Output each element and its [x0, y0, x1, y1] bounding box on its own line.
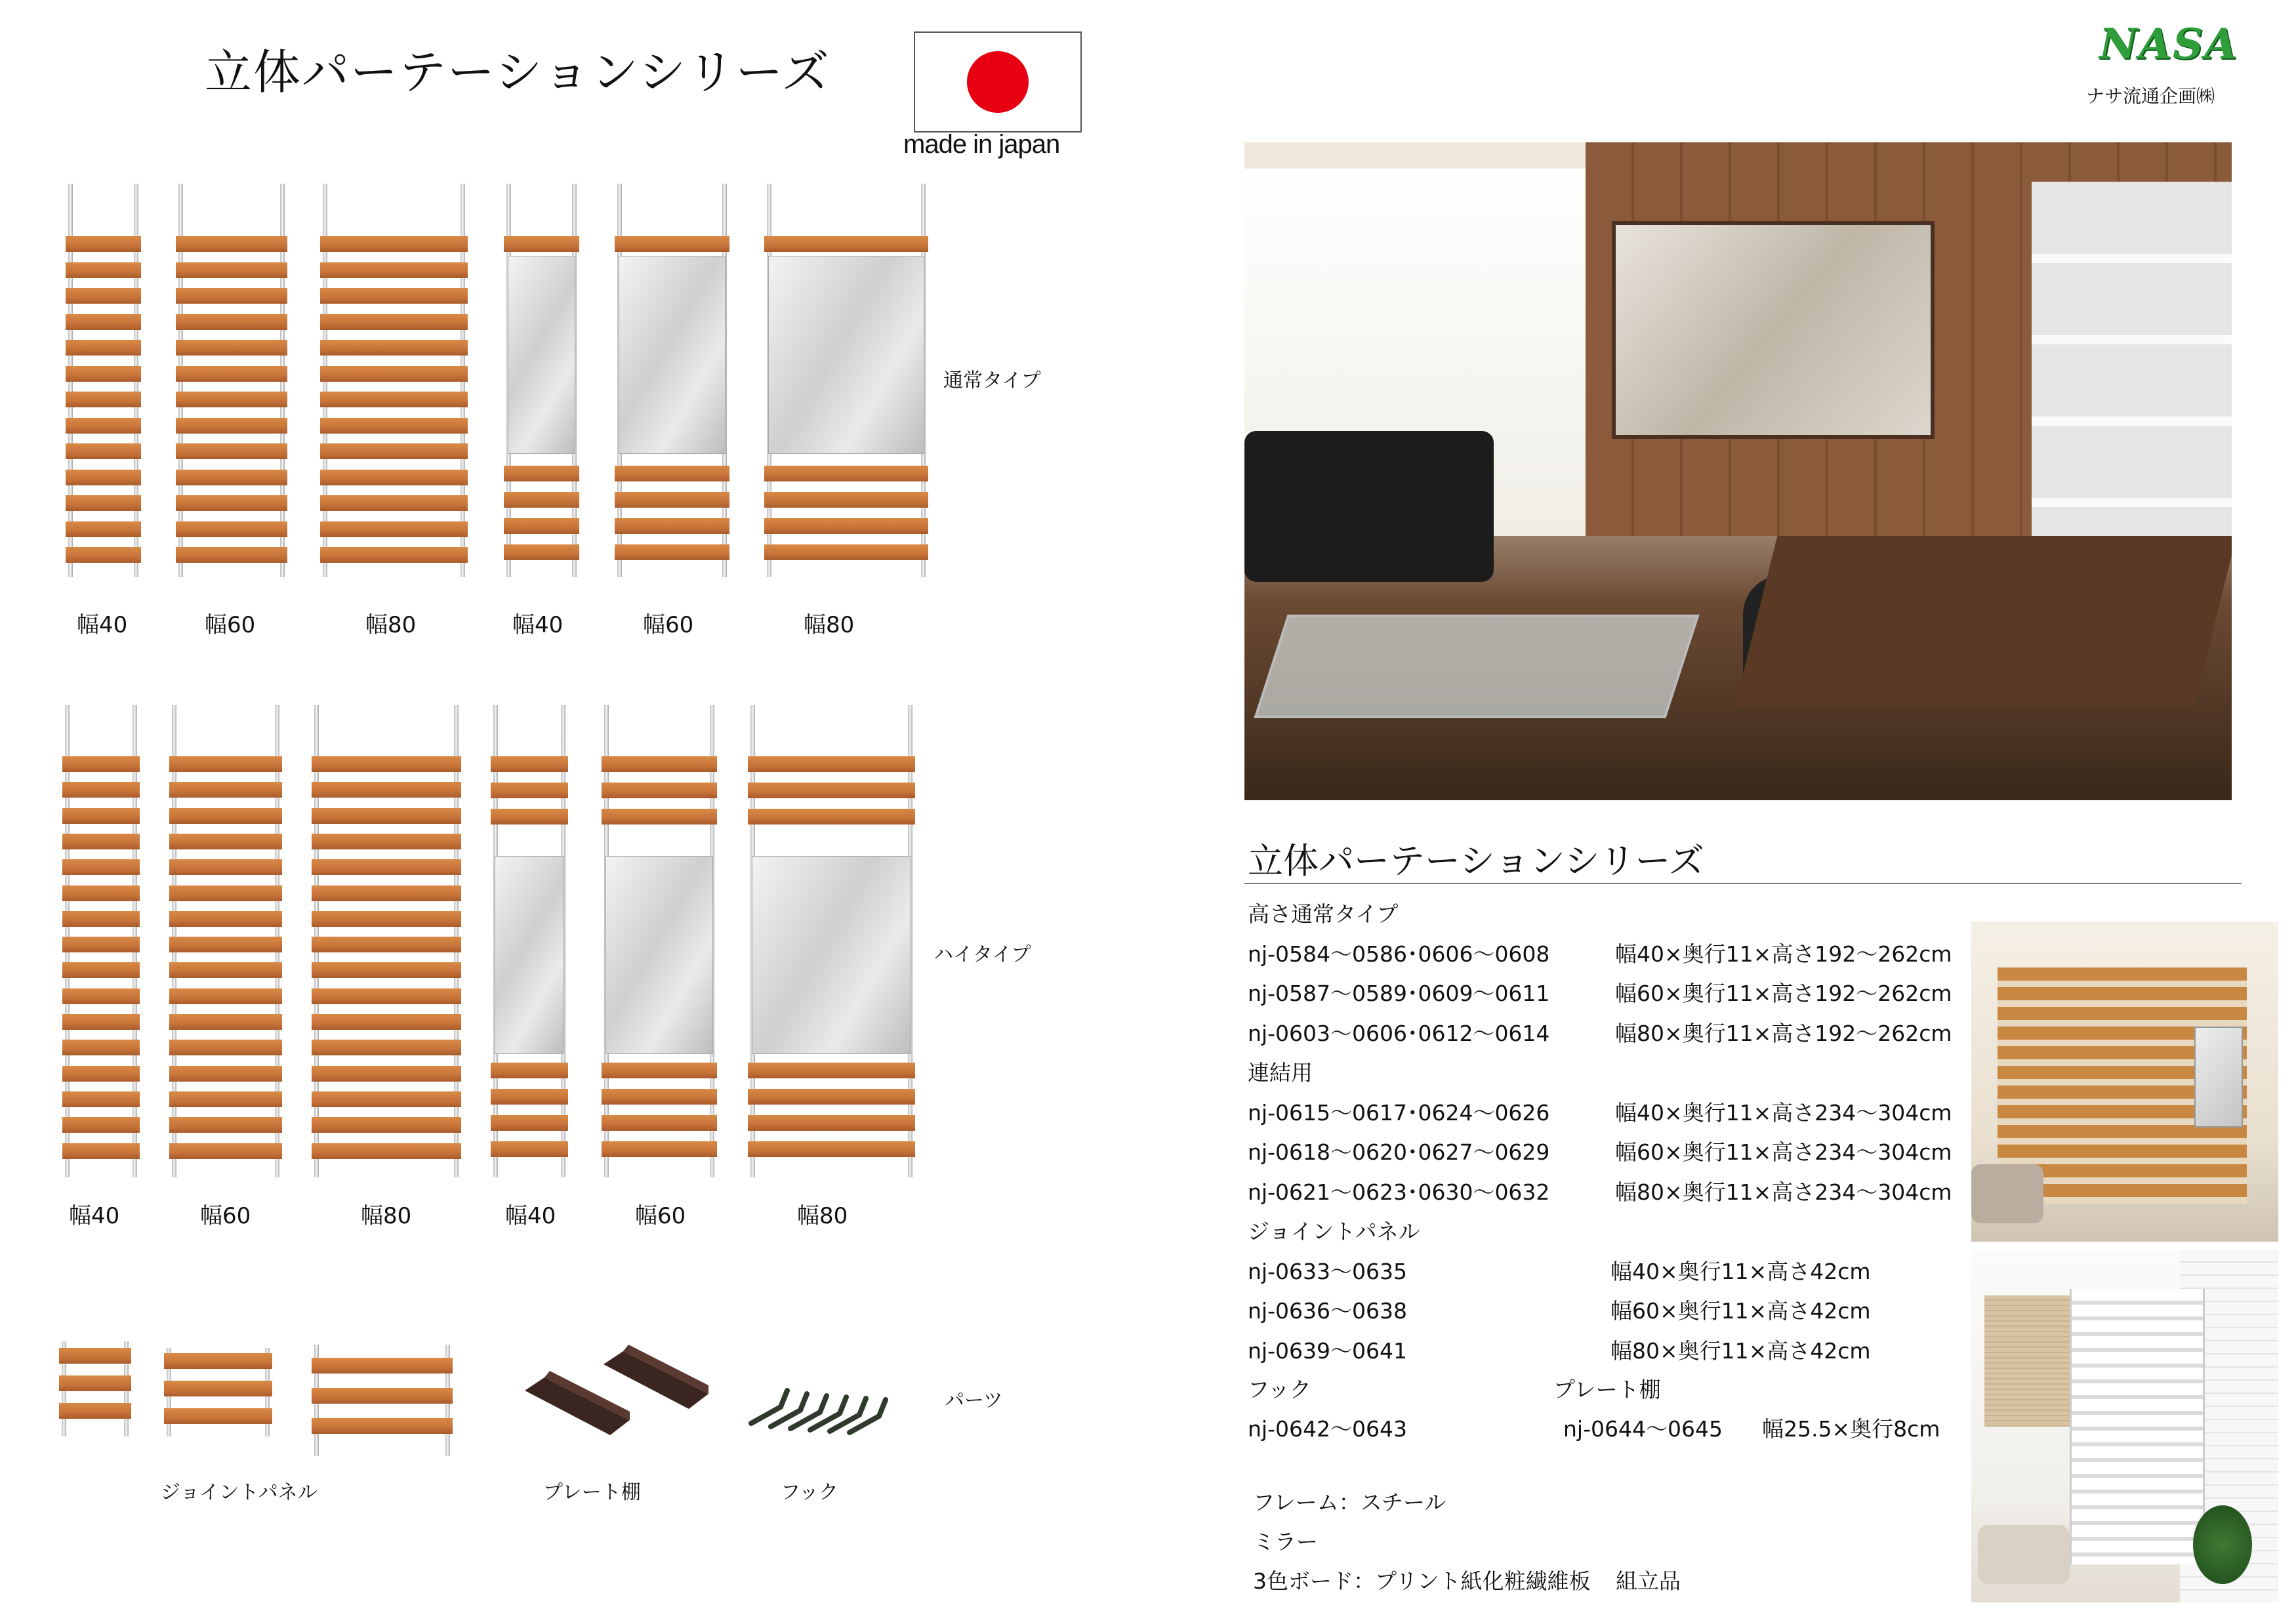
japan-flag: [914, 31, 1082, 132]
slat: [320, 340, 468, 356]
spec-code: nj-0603～0606･0612～0614: [1248, 1020, 1550, 1046]
slat: [491, 1063, 568, 1078]
spec-code: nj-0615～0617･0624～0626: [1248, 1099, 1550, 1126]
spec-code: nj-0636～0638: [1248, 1298, 1407, 1324]
slat: [169, 911, 282, 927]
slat: [66, 547, 141, 563]
slat: [312, 808, 461, 824]
brand-logo: NASA: [2099, 20, 2239, 69]
slat: [320, 418, 468, 434]
slat: [312, 988, 461, 1004]
slat: [169, 1014, 282, 1030]
page-title: 立体パーテーションシリーズ: [205, 45, 830, 100]
slat: [62, 937, 140, 952]
slat: [176, 262, 287, 278]
slat: [176, 366, 287, 382]
slat: [764, 466, 928, 481]
slat: [66, 495, 141, 511]
mirror-panel: [752, 856, 911, 1054]
slat: [748, 1089, 915, 1105]
spec-code: nj-0639～0641: [1248, 1337, 1407, 1364]
spec-code: nj-0633～0635: [1248, 1258, 1407, 1284]
normal-type-label: 通常タイプ: [943, 369, 1041, 392]
slat-partition: [320, 184, 468, 577]
slat: [169, 834, 282, 849]
slat: [320, 547, 468, 563]
slat: [312, 1066, 461, 1082]
plate-shelf-image: [518, 1338, 715, 1436]
slat: [62, 834, 140, 849]
slat: [312, 1091, 461, 1107]
slat: [602, 1089, 717, 1105]
slat: [312, 937, 461, 952]
slat: [615, 236, 729, 252]
slat: [764, 544, 928, 560]
slat: [66, 236, 141, 252]
slat: [66, 521, 141, 537]
slat: [66, 470, 141, 485]
width-label: 幅80: [797, 1203, 848, 1229]
spec-code: nj-0584～0586･0606～0608: [1248, 941, 1550, 967]
material-board: 3色ボード：プリント紙化粧繊維板: [1253, 1568, 1591, 1594]
slat: [62, 808, 140, 824]
spec-code: nj-0621～0623･0630～0632: [1248, 1179, 1550, 1205]
slat: [66, 443, 141, 459]
plate-size: 幅25.5×奥行8cm: [1762, 1416, 1940, 1442]
slat: [491, 783, 568, 798]
slat: [764, 236, 928, 252]
spec-size: 幅60×奥行11×高さ192～262cm: [1615, 981, 1952, 1006]
slat: [491, 756, 568, 772]
high-type-label: ハイタイプ: [933, 943, 1031, 966]
mirror-panel: [768, 256, 924, 454]
slat: [615, 466, 729, 481]
spec-heading: ジョイントパネル: [1248, 1219, 1420, 1244]
slat: [62, 885, 140, 901]
slat: [66, 418, 141, 434]
spec-size: 幅40×奥行11×高さ42cm: [1610, 1258, 1871, 1284]
slat: [66, 314, 141, 330]
slat: [176, 314, 287, 330]
slat: [62, 1014, 140, 1030]
slat: [62, 1143, 140, 1159]
slat: [62, 911, 140, 927]
slat: [66, 366, 141, 382]
slat: [491, 1141, 568, 1157]
slat: [320, 443, 468, 459]
slat: [169, 937, 282, 952]
partition-photo-wood: [1971, 922, 2278, 1242]
slat: [169, 1091, 282, 1107]
slat: [602, 1063, 717, 1078]
slat: [62, 1091, 140, 1107]
slat: [169, 1117, 282, 1133]
slat: [320, 262, 468, 278]
spec-code: nj-0587～0589･0609～0611: [1248, 981, 1550, 1006]
slat-partition: [312, 705, 461, 1177]
joint-panel-40: [59, 1341, 131, 1436]
assembly-note: 組立品: [1616, 1568, 1681, 1594]
mirror-partition: [602, 705, 717, 1177]
spec-title: 立体パーテーションシリーズ: [1248, 840, 1704, 882]
made-in-label: made in japan: [903, 130, 1060, 159]
slat: [62, 1066, 140, 1082]
joint-panel-label: ジョイントパネル: [161, 1481, 318, 1504]
slat: [491, 1089, 568, 1105]
slat: [176, 521, 287, 537]
hook-code: nj-0642～0643: [1248, 1416, 1407, 1442]
slat: [320, 366, 468, 382]
joint-panel-80: [312, 1345, 453, 1456]
hook-label: フック: [781, 1481, 838, 1504]
flag-circle: [967, 51, 1029, 113]
mirror-panel: [508, 256, 575, 454]
slat: [748, 756, 915, 772]
slat: [504, 236, 579, 252]
spec-size: 幅80×奥行11×高さ234～304cm: [1615, 1179, 1952, 1205]
slat: [169, 988, 282, 1004]
hook-image: [741, 1377, 899, 1443]
hook-heading: フック: [1248, 1377, 1311, 1402]
slat: [491, 809, 568, 824]
width-label: 幅40: [77, 612, 128, 638]
slat: [169, 808, 282, 824]
slat: [312, 1117, 461, 1133]
slat: [62, 1117, 140, 1133]
slat: [176, 443, 287, 459]
slat: [320, 314, 468, 330]
slat: [169, 782, 282, 798]
slat: [748, 809, 915, 824]
slat: [320, 392, 468, 407]
plate-code: nj-0644～0645: [1563, 1416, 1723, 1442]
spec-size: 幅60×奥行11×高さ42cm: [1610, 1298, 1871, 1324]
slat: [504, 544, 579, 560]
slat: [62, 782, 140, 798]
slat-partition: [176, 184, 287, 577]
spec-size: 幅40×奥行11×高さ234～304cm: [1615, 1099, 1952, 1126]
spec-size: 幅60×奥行11×高さ234～304cm: [1615, 1139, 1952, 1165]
slat: [615, 544, 729, 560]
material-mirror: ミラー: [1253, 1529, 1318, 1555]
spec-heading: 連結用: [1248, 1060, 1313, 1086]
slat: [169, 1066, 282, 1082]
slat: [312, 1143, 461, 1159]
title-rule: [1244, 883, 2242, 884]
spec-code: nj-0618～0620･0627～0629: [1248, 1139, 1550, 1165]
slat: [602, 1141, 717, 1157]
slat: [62, 859, 140, 875]
slat: [169, 859, 282, 875]
slat: [312, 885, 461, 901]
slat: [169, 1143, 282, 1159]
slat: [748, 1115, 915, 1131]
slat: [169, 756, 282, 772]
company-name: ナサ流通企画㈱: [2086, 85, 2215, 107]
width-label: 幅40: [505, 1203, 556, 1229]
slat: [748, 1141, 915, 1157]
slat: [320, 495, 468, 511]
mirror-panel: [605, 856, 713, 1054]
slat: [176, 547, 287, 563]
slat: [66, 288, 141, 304]
width-label: 幅60: [205, 612, 256, 638]
slat: [504, 466, 579, 481]
mirror-panel: [495, 856, 564, 1054]
slat: [504, 492, 579, 508]
slat: [320, 236, 468, 252]
slat: [764, 492, 928, 508]
slat: [602, 783, 717, 798]
plate-shelf-label: プレート棚: [543, 1481, 641, 1504]
slat: [312, 1040, 461, 1055]
width-label: 幅80: [365, 612, 417, 638]
mirror-panel: [619, 256, 726, 454]
width-label: 幅60: [635, 1203, 686, 1229]
mirror-partition: [764, 184, 928, 577]
parts-label: パーツ: [945, 1389, 1003, 1412]
width-label: 幅60: [643, 612, 694, 638]
slat: [615, 518, 729, 534]
slat: [312, 756, 461, 772]
room-photo: [1244, 142, 2232, 800]
width-label: 幅60: [200, 1203, 251, 1229]
slat: [312, 911, 461, 927]
slat: [615, 492, 729, 508]
slat: [312, 962, 461, 978]
slat-partition: [169, 705, 282, 1177]
slat: [491, 1115, 568, 1131]
slat: [602, 756, 717, 772]
mirror-partition: [491, 705, 568, 1177]
mirror-partition: [504, 184, 579, 577]
spec-size: 幅80×奥行11×高さ42cm: [1610, 1337, 1871, 1364]
slat: [176, 236, 287, 252]
slat: [320, 470, 468, 485]
slat: [602, 1115, 717, 1131]
mirror-partition: [615, 184, 729, 577]
width-label: 幅80: [804, 612, 855, 638]
material-frame: フレーム：スチール: [1253, 1490, 1446, 1515]
slat-partition: [62, 705, 140, 1177]
slat: [764, 518, 928, 534]
slat: [66, 392, 141, 407]
slat: [312, 1014, 461, 1030]
slat: [312, 859, 461, 875]
slat: [176, 495, 287, 511]
slat: [176, 340, 287, 356]
slat: [66, 340, 141, 356]
slat: [312, 782, 461, 798]
slat: [169, 1040, 282, 1055]
slat: [169, 885, 282, 901]
spec-size: 幅80×奥行11×高さ192～262cm: [1615, 1020, 1952, 1046]
width-label: 幅40: [512, 612, 564, 638]
slat: [176, 392, 287, 407]
slat: [176, 418, 287, 434]
slat: [62, 962, 140, 978]
slat: [748, 783, 915, 798]
slat: [748, 1063, 915, 1078]
joint-panel-60: [164, 1348, 272, 1436]
spec-size: 幅40×奥行11×高さ192～262cm: [1615, 941, 1952, 967]
slat: [169, 962, 282, 978]
slat: [312, 834, 461, 849]
width-label: 幅80: [361, 1203, 412, 1229]
slat: [66, 262, 141, 278]
slat: [504, 518, 579, 534]
width-label: 幅40: [69, 1203, 120, 1229]
slat: [320, 288, 468, 304]
slat: [62, 988, 140, 1004]
slat: [602, 809, 717, 824]
slat: [320, 521, 468, 537]
slat: [176, 288, 287, 304]
slat: [62, 1040, 140, 1055]
plate-heading: プレート棚: [1553, 1377, 1661, 1402]
slat-partition: [66, 184, 141, 577]
partition-photo-white: [1971, 1250, 2278, 1602]
slat: [62, 756, 140, 772]
spec-heading: 高さ通常タイプ: [1248, 901, 1399, 927]
slat: [176, 470, 287, 485]
mirror-partition: [748, 705, 915, 1177]
